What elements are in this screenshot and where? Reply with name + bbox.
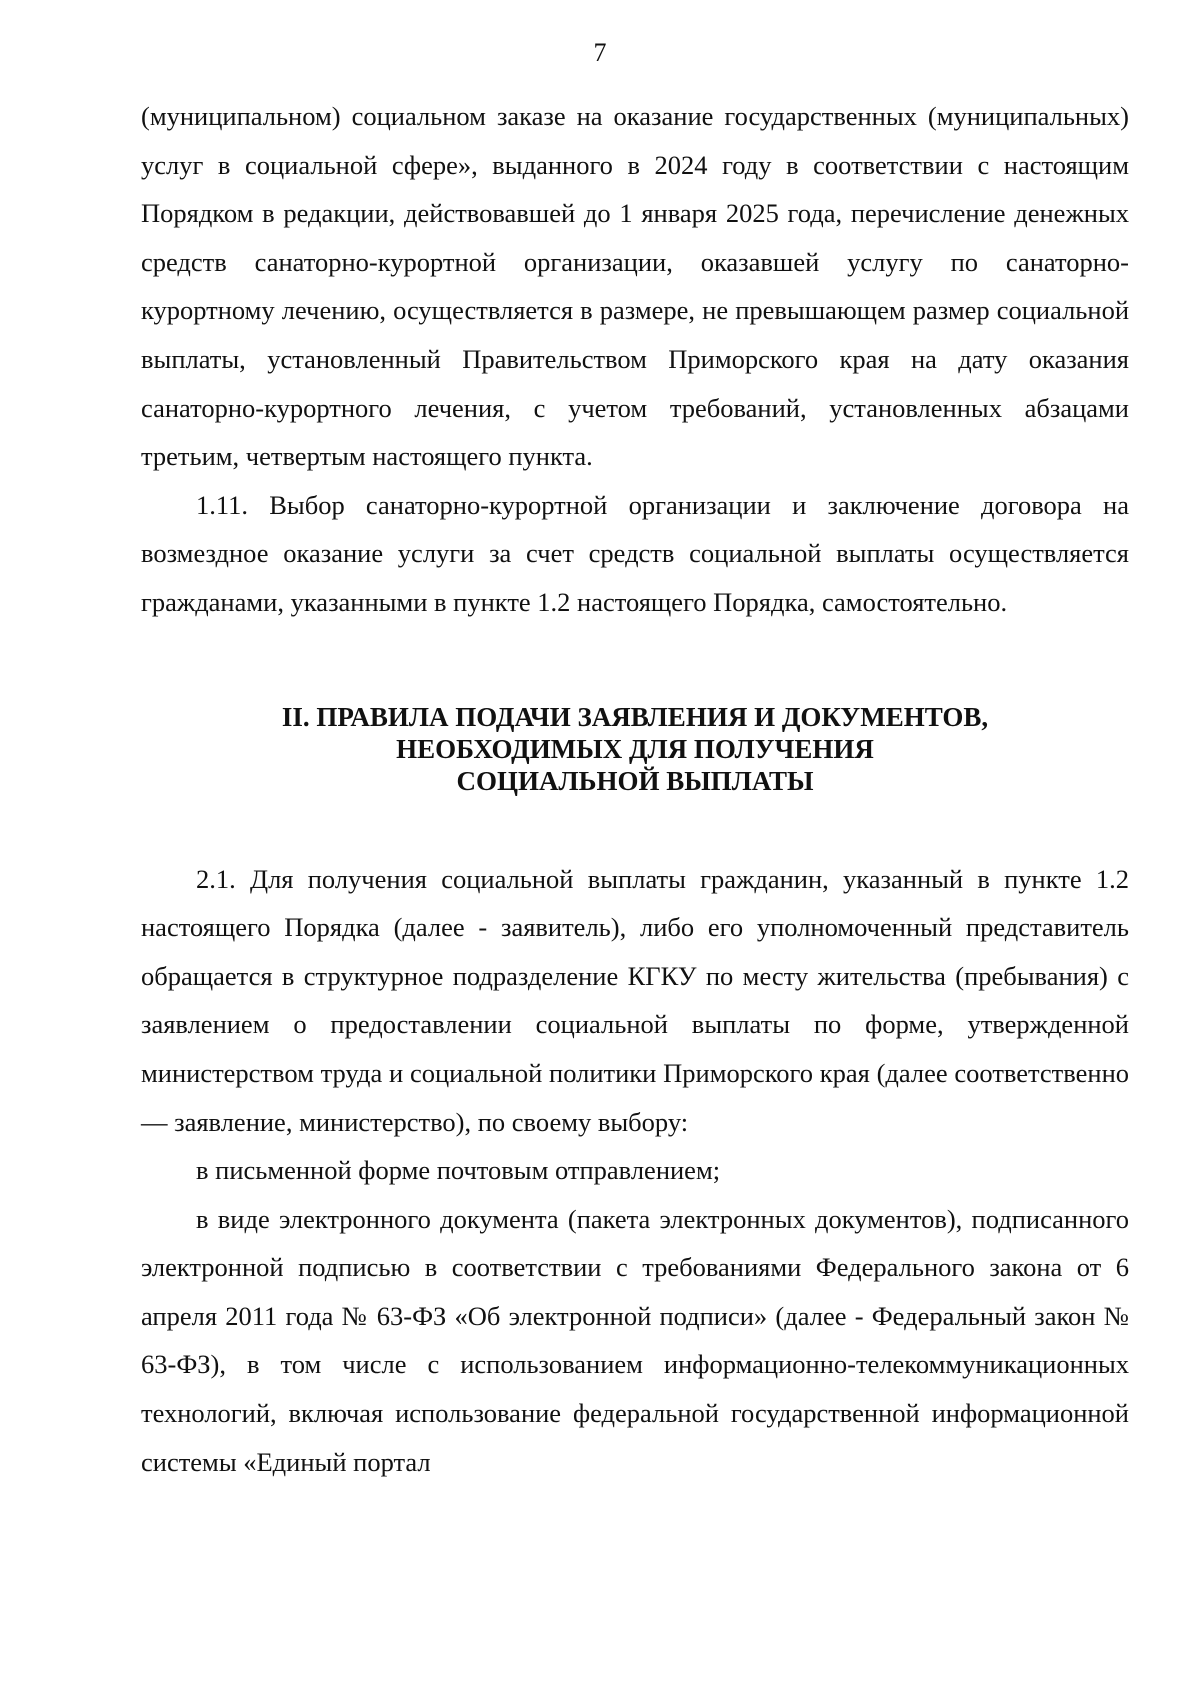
section-heading-line-2: НЕОБХОДИМЫХ ДЛЯ ПОЛУЧЕНИЯ: [396, 733, 874, 764]
page-number: 7: [593, 38, 607, 67]
paragraph-electronic: в виде электронного документа (пакета электронных документов), подписанного электронной подписью в соответствии с требованиями Федерального закона от 6 апреля 2011 года № 63-ФЗ «Об электронной подписи» (далее - Федеральный закон № 63-ФЗ), в том числе с использованием информационно-телекоммуникационных технологий, включая использование федеральной государственной информационной системы «Единый портал: [141, 1203, 1129, 1477]
paragraph-2-1: 2.1. Для получения социальной выплаты гражданин, указанный в пункте 1.2 настоящего Порядка (далее - заявитель), либо его уполномоченный представитель обращается в структурное подразделение КГКУ по месту жительства (пребывания) с заявлением о предоставлении социальной выплаты по форме, утвержденной министерством труда и социальной политики Приморского края (далее соответственно — заявление, министерство), по своему выбору:: [141, 863, 1129, 1137]
section-heading-line-3: СОЦИАЛЬНОЙ ВЫПЛАТЫ: [456, 765, 814, 796]
paragraph-1-11: 1.11. Выбор санаторно-курортной организации и заключение договора на возмездное оказание услуги за счет средств социальной выплаты осуществляется гражданами, указанными в пункте 1.2 настоящего Порядка, самостоятельно.: [141, 489, 1129, 617]
section-heading-line-1: II. ПРАВИЛА ПОДАЧИ ЗАЯВЛЕНИЯ И ДОКУМЕНТОВ,: [281, 701, 989, 732]
paragraph-postal: в письменной форме почтовым отправлением;: [196, 1155, 721, 1186]
document-body: [141, 92, 1129, 1486]
paragraph-continuation: (муниципальном) социальном заказе на оказание государственных (муниципальных) услуг в социальной сфере», выданного в 2024 году в соответствии с настоящим Порядком в редакции, действовавшей до 1 января 2025 года, перечисление денежных средств санаторно-курортной организации, оказавшей услугу по санаторно-курортному лечению, осуществляется в размере, не превышающем размер социальной выплаты, установленный Правительством Приморского края на дату оказания санаторно-курортного лечения, с учетом требований, установленных абзацами третьим, четвертым настоящего пункта.: [141, 101, 1129, 472]
section-heading: [141, 701, 1129, 797]
